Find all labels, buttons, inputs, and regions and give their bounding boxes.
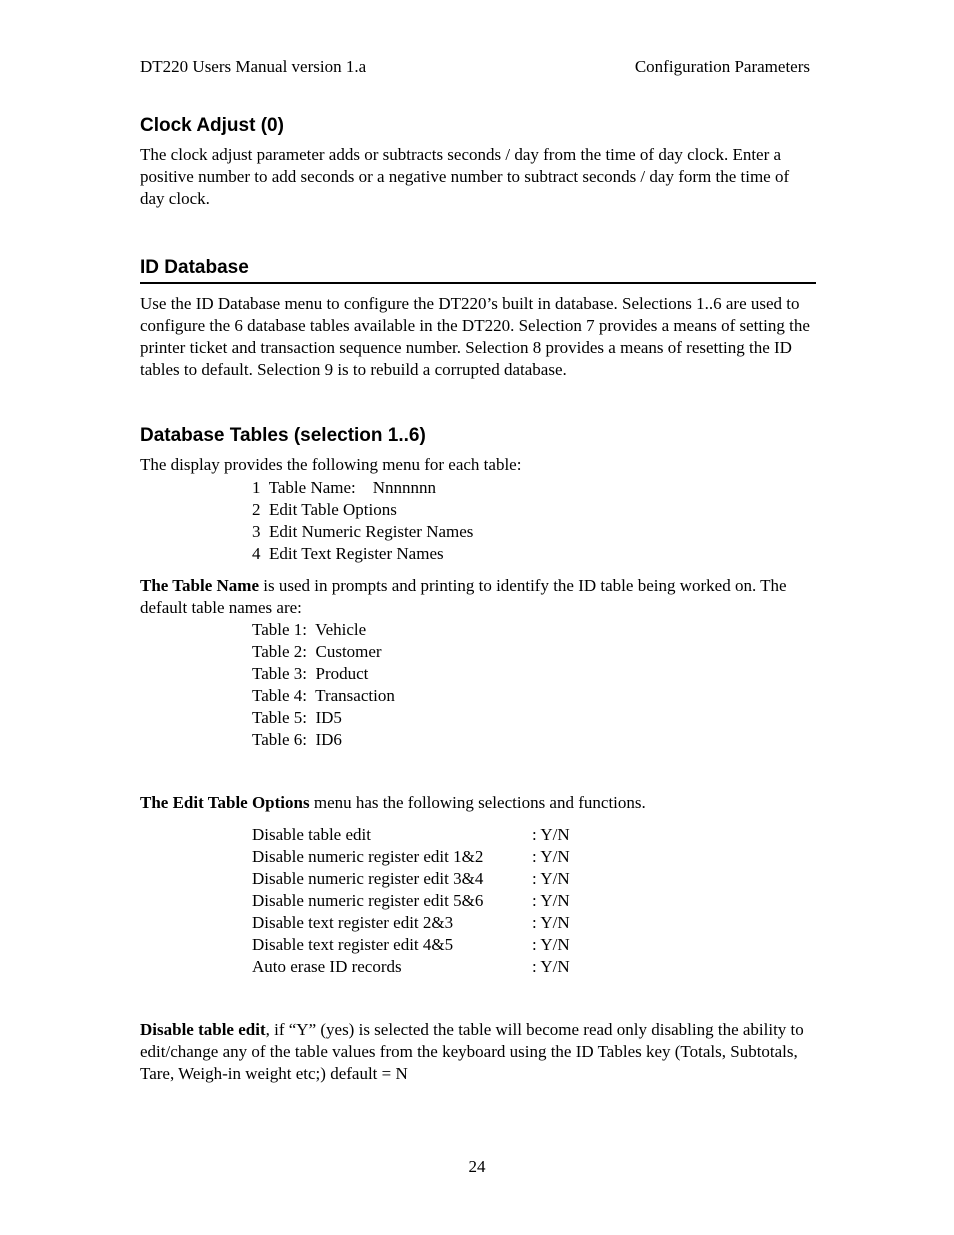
disable-table-edit-term: Disable table edit (140, 1020, 266, 1039)
list-item: 3 Edit Numeric Register Names (252, 522, 474, 541)
page-number: 24 (468, 1157, 486, 1176)
list-item: Table 6: ID6 (252, 730, 342, 749)
option-row (252, 956, 592, 978)
default-table-names-list (252, 619, 395, 751)
id-database-heading: ID Database (140, 257, 249, 278)
option-label: Disable table edit (252, 825, 371, 844)
option-row (252, 846, 592, 868)
table-name-text: is used in prompts and printing to identify the ID table being worked on. The default table names are: (140, 576, 787, 617)
option-label: Disable numeric register edit 5&6 (252, 891, 484, 910)
header-manual-title: DT220 Users Manual version 1.a (140, 57, 367, 76)
option-row (252, 912, 592, 934)
clock-adjust-heading: Clock Adjust (0) (140, 115, 284, 136)
list-item: Table 2: Customer (252, 642, 382, 661)
database-tables-intro: The display provides the following menu for each table: (140, 455, 522, 474)
option-row (252, 824, 592, 846)
option-row (252, 868, 592, 890)
edit-table-options-term: The Edit Table Options (140, 793, 310, 812)
list-item: Table 5: ID5 (252, 708, 342, 727)
disable-table-edit-paragraph (140, 1019, 815, 1085)
list-item: 1 Table Name: Nnnnnnn (252, 478, 437, 497)
database-tables-heading: Database Tables (selection 1..6) (140, 425, 426, 446)
edit-table-options-list (252, 824, 592, 978)
option-value: : Y/N (532, 891, 570, 910)
option-label: Auto erase ID records (252, 957, 402, 976)
list-item: Table 3: Product (252, 664, 369, 683)
page-header (140, 56, 810, 78)
option-label: Disable numeric register edit 3&4 (252, 869, 484, 888)
header-section-title: Configuration Parameters (634, 57, 810, 76)
option-value: : Y/N (532, 935, 570, 954)
option-value: : Y/N (532, 957, 570, 976)
option-label: Disable numeric register edit 1&2 (252, 847, 484, 866)
option-row (252, 934, 592, 956)
id-database-paragraph: Use the ID Database menu to configure the DT220’s built in database. Selections 1..6 are used to configure the 6 database tables available in the DT220. Selection 7 provides a means of setting the printer ticket and transaction sequence number. Selection 8 provides a means of resetting the ID tables to default. Selection 9 is to rebuild a corrupted database. (140, 294, 810, 379)
list-item: 4 Edit Text Register Names (252, 544, 444, 563)
option-value: : Y/N (532, 869, 570, 888)
option-label: Disable text register edit 4&5 (252, 935, 454, 954)
table-name-term: The Table Name (140, 576, 260, 595)
option-value: : Y/N (532, 913, 570, 932)
option-value: : Y/N (532, 825, 570, 844)
list-item: 2 Edit Table Options (252, 500, 397, 519)
table-name-paragraph (140, 575, 815, 619)
disable-table-edit-text: , if “Y” (yes) is selected the table will become read only disabling the ability to edit/change any of the table values from the keyboard using the ID Tables key (Totals, Subtotals, Tare, Weigh-in weight etc;) default = N (140, 1020, 804, 1083)
option-value: : Y/N (532, 847, 570, 866)
table-menu-list (252, 477, 473, 565)
edit-table-options-text: menu has the following selections and functions. (309, 793, 646, 812)
list-item: Table 1: Vehicle (252, 620, 367, 639)
list-item: Table 4: Transaction (252, 686, 395, 705)
clock-adjust-paragraph: The clock adjust parameter adds or subtracts seconds / day from the time of day clock. Enter a positive number to add seconds or a negative number to subtract seconds / day form the time of day clock. (140, 145, 790, 208)
option-row (252, 890, 592, 912)
section-divider (140, 282, 816, 284)
option-label: Disable text register edit 2&3 (252, 913, 454, 932)
edit-table-options-paragraph (140, 792, 815, 814)
